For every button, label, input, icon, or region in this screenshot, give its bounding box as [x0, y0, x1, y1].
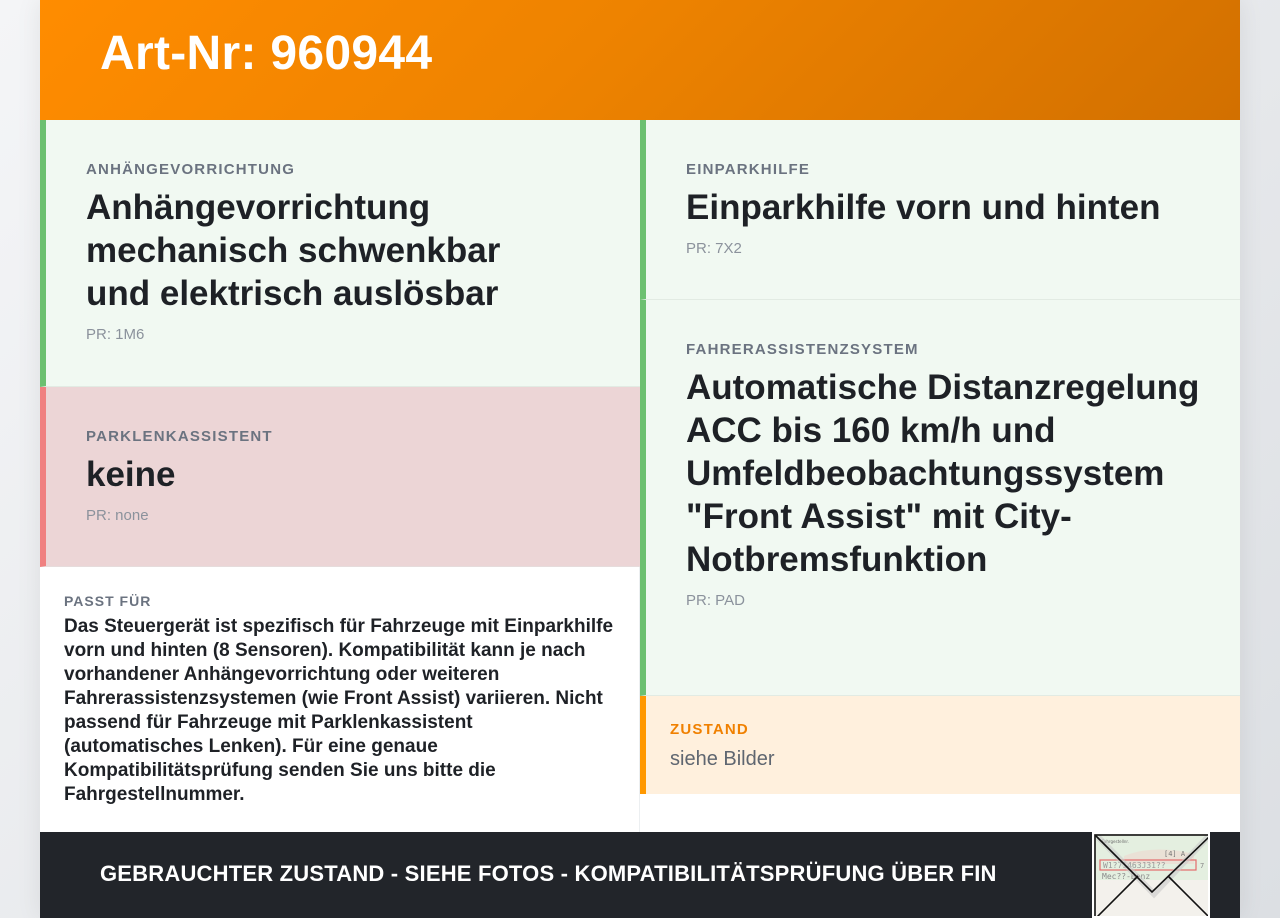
envelope-vin-icon: [1094, 834, 1210, 918]
feature-block-parklenkassistent: [40, 387, 640, 567]
svg-text:[4] A: [4] A: [1164, 850, 1186, 858]
feature-grid: [40, 120, 1240, 832]
feature-label: ANHÄNGEVORRICHTUNG: [86, 161, 296, 178]
condition-value: siehe Bilder: [670, 748, 775, 770]
feature-value: Anhängevorrichtung mechanisch schwenkbar und elektrisch auslösbar: [86, 188, 501, 313]
svg-text:Mec??-Benz: Mec??-Benz: [1102, 872, 1151, 881]
svg-text:W1?71463J31??: W1?71463J31??: [1103, 861, 1166, 870]
condition-label: ZUSTAND: [670, 721, 749, 738]
compatibility-section: [40, 567, 640, 832]
feature-label: PARKLENKASSISTENT: [86, 428, 273, 445]
feature-pr-code: PR: PAD: [686, 592, 745, 609]
feature-label: FAHRERASSISTENZSYSTEM: [686, 341, 919, 358]
condition-block: [640, 696, 1240, 794]
feature-pr-code: PR: 7X2: [686, 240, 742, 257]
vin-envelope-thumbnail: [1092, 832, 1210, 918]
feature-block-einparkhilfe: [640, 120, 1240, 300]
svg-text:Fahrgestellnr.: Fahrgestellnr.: [1102, 839, 1129, 844]
article-header: [40, 0, 1240, 120]
footer-banner: [40, 832, 1240, 918]
article-number-title: Art-Nr: 960944: [100, 26, 433, 80]
left-column: [40, 120, 640, 832]
compatibility-text: Das Steuergerät ist spezifisch für Fahrzeuge mit Einparkhilfe vorn und hinten (8 Sensoren). Kompatibilität kann je nach vorhandener Anhängevorrichtung oder weiteren Fahrerassistenzsystemen (wie Front Assist) variieren. Nicht passend für Fahrzeuge mit Parklenkassistent (automatisches Lenken). Für eine genaue Kompatibilitätsprüfung senden Sie uns bitte die Fahrgestellnummer.: [64, 616, 614, 805]
compatibility-label: PASST FÜR: [64, 593, 152, 609]
feature-block-fahrerassistenzsystem: [640, 300, 1240, 696]
feature-label: EINPARKHILFE: [686, 161, 811, 178]
feature-pr-code: PR: none: [86, 507, 149, 524]
feature-value: keine: [86, 455, 176, 494]
feature-value: Automatische Distanzregelung ACC bis 160 km/h und Umfeldbeobachtungssystem "Front Assist" mit City-Notbremsfunktion: [686, 368, 1200, 579]
feature-block-anhaengevorrichtung: [40, 120, 640, 387]
feature-pr-code: PR: 1M6: [86, 326, 145, 343]
right-column: [640, 120, 1240, 794]
feature-value: Einparkhilfe vorn und hinten: [686, 188, 1161, 227]
footer-text: GEBRAUCHTER ZUSTAND - SIEHE FOTOS - KOMPATIBILITÄTSPRÜFUNG ÜBER FIN: [100, 861, 997, 886]
svg-text:7: 7: [1200, 862, 1205, 870]
product-card: [40, 0, 1240, 918]
